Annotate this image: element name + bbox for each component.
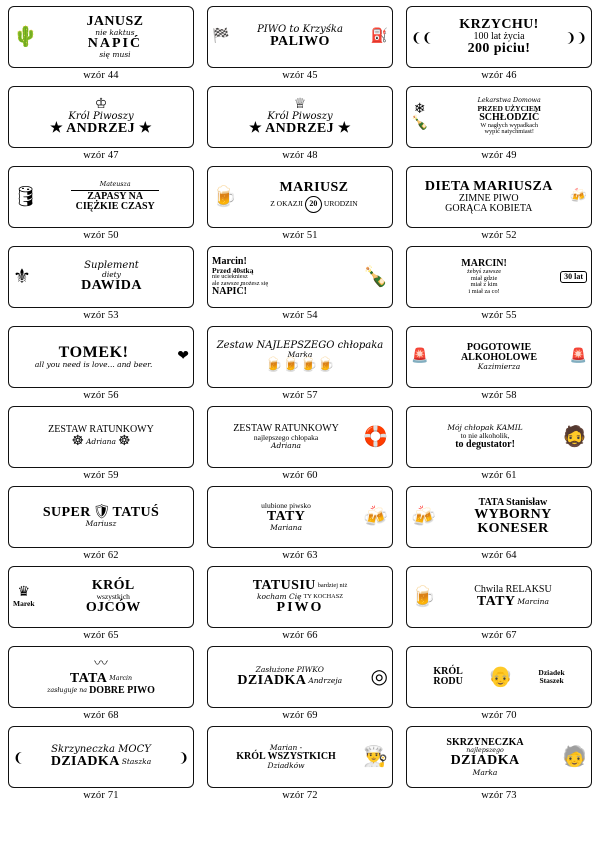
grandpa-portrait-icon: 👴	[488, 666, 514, 688]
label-row	[8, 566, 592, 644]
label-line: WYBORNY	[474, 506, 552, 522]
label-line: ulubione piwsko	[261, 501, 311, 511]
label-row	[8, 486, 592, 564]
clinking-mugs-icon: 🍻	[411, 506, 436, 528]
label-line: Król Piwoszy	[68, 110, 134, 122]
label-row	[8, 726, 592, 804]
label-frame-60[interactable]	[207, 406, 393, 468]
siren-lights-icon: 🚨	[569, 349, 587, 364]
label-cell[interactable]	[406, 6, 592, 84]
label-caption: wzór 63	[282, 550, 318, 561]
label-line: Z OKAZJI 20 URODZIN	[240, 196, 388, 213]
label-line: wszystkich	[96, 592, 130, 602]
label-line: KRÓL	[91, 577, 135, 593]
label-caption: wzór 62	[83, 550, 119, 561]
beer-mug-30-icon	[560, 271, 587, 283]
label-cell[interactable]	[207, 246, 393, 324]
label-line: Andrzeja	[308, 676, 343, 685]
label-caption: wzór 71	[83, 790, 119, 801]
label-line: KRZYCHU!	[459, 16, 539, 32]
label-line: ★ ANDRZEJ ★	[249, 120, 351, 136]
label-line: zasługuje na	[47, 686, 88, 694]
label-line: Skrzyneczka MOCY	[51, 743, 151, 755]
label-line: TATY	[266, 508, 306, 524]
label-frame-47[interactable]	[8, 86, 194, 148]
label-line: Marka	[472, 767, 498, 777]
label-line: PALIWO	[270, 33, 330, 49]
laurel-wreath-icon: ❩	[178, 749, 189, 765]
fuel-pump-icon: ⛽	[370, 29, 388, 44]
label-line: żebyś zawsze	[467, 268, 502, 276]
label-frame-67[interactable]	[406, 566, 592, 628]
label-cell[interactable]	[406, 486, 592, 564]
label-line: TATY	[476, 593, 516, 609]
label-cell[interactable]	[406, 86, 592, 164]
label-line: ZESTAW RATUNKOWY	[233, 423, 339, 435]
label-frame-71[interactable]	[8, 726, 194, 788]
label-frame-54[interactable]	[207, 246, 393, 308]
mustache-icon: 〰	[94, 656, 108, 672]
man-with-beer-icon: 🧔	[562, 426, 587, 448]
laurel-wreath-icon: ❨	[13, 749, 24, 765]
label-caption: wzór 49	[481, 150, 517, 161]
label-line: TOMEK!	[58, 344, 129, 362]
label-line: all you need is love... and beer.	[34, 360, 153, 370]
label-line: DZIADKA	[450, 753, 520, 769]
label-line: najlepszego chłopaka	[253, 433, 319, 443]
label-line: SUPER	[42, 505, 91, 521]
label-line: Adriana	[271, 441, 302, 451]
beer-bottle-glass-icon: 🍻	[569, 189, 587, 204]
label-line: miał gdzie	[470, 274, 498, 282]
label-row	[8, 6, 592, 84]
label-caption: wzór 68	[83, 710, 119, 721]
label-frame-69[interactable]	[207, 646, 393, 708]
label-caption: wzór 73	[481, 790, 517, 801]
label-line: nie uciekniesz	[212, 273, 248, 281]
age-badge: 20	[305, 196, 322, 213]
label-cell[interactable]	[207, 6, 393, 84]
label-caption: wzór 46	[481, 70, 517, 81]
label-frame-61[interactable]	[406, 406, 592, 468]
label-cell[interactable]	[406, 566, 592, 644]
label-line: to nie alkoholik,	[460, 430, 510, 440]
label-line: ★ ANDRZEJ ★	[50, 120, 152, 136]
clinking-bottles-icon: 🍾	[363, 266, 388, 288]
label-line: Chwila RELAKSU	[474, 583, 552, 595]
label-line: bardziej niż	[317, 581, 348, 589]
label-cell[interactable]	[8, 166, 194, 244]
label-line: kocham Cię	[256, 592, 302, 602]
label-frame-63[interactable]	[207, 486, 393, 548]
label-frame-44[interactable]	[8, 6, 194, 68]
label-caption: wzór 44	[83, 70, 119, 81]
ship-wheel-icon: ☸	[71, 434, 84, 450]
label-cell[interactable]	[8, 646, 194, 724]
label-line: Marek	[13, 599, 35, 609]
label-caption: wzór 53	[83, 310, 119, 321]
label-line: się musi	[99, 50, 131, 60]
label-caption: wzór 69	[282, 710, 318, 721]
beer-glasses-row-icon: 🍺🍺🍺🍺	[265, 357, 335, 373]
label-line: Marcin!	[212, 255, 247, 267]
label-frame-55[interactable]	[406, 246, 592, 308]
label-caption: wzór 54	[282, 310, 318, 321]
label-caption: wzór 59	[83, 470, 119, 481]
label-line: PRZED UŻYCIEM	[477, 103, 541, 113]
label-line: Kazimierza	[477, 362, 521, 372]
label-line: W nagłych wypadkach	[480, 121, 539, 129]
label-line: Dziadków	[267, 761, 305, 771]
label-line: miał z kim	[470, 281, 498, 289]
label-cell[interactable]	[207, 486, 393, 564]
label-line: Marcina	[517, 597, 549, 607]
label-frame-50[interactable]	[8, 166, 194, 228]
label-line: i miał za co!	[468, 287, 500, 295]
label-frame-73[interactable]	[406, 726, 592, 788]
label-cell[interactable]	[207, 86, 393, 164]
siren-lights-icon: 🚨	[411, 349, 429, 364]
cactus-icon: 🌵	[13, 26, 38, 48]
label-line: KRÓL	[433, 665, 463, 677]
checkered-flag-icon: 🏁	[212, 29, 230, 44]
label-line: CIĘŻKIE CZASY	[75, 201, 155, 213]
label-line: Zestaw NAJLEPSZEGO chłopaka	[216, 340, 384, 352]
label-cell[interactable]	[207, 326, 393, 404]
label-cell[interactable]	[207, 726, 393, 804]
label-cell[interactable]	[406, 326, 592, 404]
label-line: SCHŁODZIĆ	[479, 111, 540, 123]
label-frame-64[interactable]	[406, 486, 592, 548]
label-caption: wzór 51	[282, 230, 318, 241]
label-line: Mateusza	[99, 180, 131, 188]
two-mugs-icon: 🍺	[411, 586, 436, 608]
label-line: 200 piciu!	[467, 41, 531, 57]
label-caption: wzór 50	[83, 230, 119, 241]
label-frame-53[interactable]	[8, 246, 194, 308]
label-line: NAPIĆ!	[212, 286, 247, 298]
label-line: Staszek	[539, 676, 564, 685]
heart-bottle-icon: ❤	[177, 349, 189, 364]
label-caption: wzór 55	[481, 310, 517, 321]
label-line: Adriana	[86, 437, 116, 447]
label-line: Suplement	[84, 259, 139, 271]
label-line: nie kaktus	[95, 28, 135, 38]
label-cell[interactable]	[406, 246, 592, 324]
label-line: 100 lat życia	[473, 30, 525, 42]
label-frame-57[interactable]	[207, 326, 393, 388]
label-frame-45[interactable]	[207, 6, 393, 68]
label-cell[interactable]	[8, 86, 194, 164]
label-row	[8, 86, 592, 164]
age-badge: 30 lat	[560, 271, 587, 283]
label-line: RODU	[433, 676, 463, 687]
label-caption: wzór 67	[481, 630, 517, 641]
label-caption: wzór 56	[83, 390, 119, 401]
label-frame-59[interactable]	[8, 406, 194, 468]
label-line: najlepszego	[466, 746, 504, 754]
label-caption: wzór 70	[481, 710, 517, 721]
star-icon: ★	[249, 120, 263, 136]
label-frame-58[interactable]	[406, 326, 592, 388]
label-line: DZIADKA	[50, 753, 120, 769]
label-line: Staszka	[121, 757, 152, 767]
bearded-man-mug-icon: 🍻	[363, 506, 388, 528]
beer-barrel-icon: 🛢	[13, 186, 39, 208]
label-line: KONESER	[477, 521, 549, 537]
label-frame-72[interactable]	[207, 726, 393, 788]
label-line: Przed 40stką	[212, 265, 254, 275]
hanging-sign-mug-icon: 🍺	[212, 186, 237, 208]
label-cell[interactable]	[8, 406, 194, 484]
label-cell[interactable]	[8, 486, 194, 564]
label-line: Mariusz	[85, 519, 117, 529]
label-line: PIWO to Krzyśka	[257, 23, 343, 35]
ship-wheel-icon: ☸	[117, 434, 131, 450]
label-line: Marka	[287, 350, 313, 360]
label-line: Zasłużone PIWKO	[255, 665, 324, 675]
label-line: PIWO	[276, 599, 324, 615]
label-line: TATA Stanisław	[478, 496, 548, 508]
label-line: ZIMNE PIWO	[458, 192, 519, 204]
label-line: Mój chłopak KAMIL	[447, 423, 523, 433]
label-cell[interactable]	[406, 726, 592, 804]
label-cell[interactable]	[207, 646, 393, 724]
label-caption: wzór 45	[282, 70, 318, 81]
label-line: ZESTAW RATUNKOWY	[48, 423, 154, 435]
label-row	[8, 406, 592, 484]
crown-icon: ♔	[94, 96, 108, 112]
label-line: ALKOHOLOWE	[460, 352, 538, 364]
crown-icon: ♛	[17, 585, 31, 601]
label-frame-68[interactable]	[8, 646, 194, 708]
label-frame-66[interactable]	[207, 566, 393, 628]
label-frame-65[interactable]	[8, 566, 194, 628]
label-caption: wzór 57	[282, 390, 318, 401]
label-caption: wzór 65	[83, 630, 119, 641]
label-frame-49[interactable]	[406, 86, 592, 148]
chef-man-icon: 👨‍🍳	[363, 746, 388, 768]
label-frame-48[interactable]	[207, 86, 393, 148]
label-line: MARCIN!	[461, 258, 507, 270]
label-cell[interactable]	[207, 166, 393, 244]
label-line: DIETA MARIUSZA	[424, 178, 553, 194]
label-line: JANUSZ	[86, 14, 144, 30]
label-caption: wzór 48	[282, 150, 318, 161]
beer-can-badge-icon: ◎	[370, 666, 388, 688]
label-cell[interactable]	[406, 406, 592, 484]
label-line: KRÓL WSZYSTKICH	[236, 750, 336, 762]
label-caption: wzór 64	[481, 550, 517, 561]
label-line: OJCÓW	[85, 599, 141, 615]
star-icon: ★	[337, 120, 351, 136]
label-line: Marcin	[109, 674, 133, 682]
label-frame-52[interactable]	[406, 166, 592, 228]
label-caption: wzór 60	[282, 470, 318, 481]
label-frame-62[interactable]	[8, 486, 194, 548]
label-cell[interactable]	[207, 406, 393, 484]
label-frame-46[interactable]	[406, 6, 592, 68]
label-line: MARIUSZ	[279, 180, 349, 196]
label-cell[interactable]	[8, 6, 194, 84]
label-line: DAWIDA	[81, 277, 142, 293]
label-cell[interactable]	[406, 646, 592, 724]
label-caption: wzór 61	[481, 470, 517, 481]
superman-shield-icon: 🛡	[92, 505, 111, 521]
old-man-barrel-icon: 🧓	[562, 746, 587, 768]
label-line: TATUŚ	[112, 505, 160, 521]
label-caption: wzór 52	[481, 230, 517, 241]
label-line: DZIADKA	[237, 672, 307, 688]
label-line: ale zawsze możesz się	[212, 279, 269, 287]
vintage-beer-emblem-icon: ⚜	[13, 266, 31, 288]
label-line: POGOTOWIE	[466, 341, 532, 353]
label-line: SKRZYNECZKA	[446, 736, 524, 748]
label-row	[8, 246, 592, 324]
label-cell[interactable]	[8, 326, 194, 404]
label-line: to degustator!	[455, 438, 515, 450]
label-cell[interactable]	[8, 566, 194, 644]
label-cell[interactable]	[8, 246, 194, 324]
label-frame-70[interactable]	[406, 646, 592, 708]
snowflake-bottles-icon: ❄ 🍾	[411, 102, 429, 131]
label-caption: wzór 47	[83, 150, 119, 161]
label-frame-51[interactable]	[207, 166, 393, 228]
label-frame-56[interactable]	[8, 326, 194, 388]
laurel-wreath-icon: ❩❩	[565, 29, 587, 45]
label-caption: wzór 66	[282, 630, 318, 641]
label-line: wypić natychmiast!	[484, 128, 534, 136]
label-cell[interactable]	[207, 566, 393, 644]
label-line: ZAPASY NA	[87, 191, 144, 203]
label-cell[interactable]	[8, 726, 194, 804]
label-cell[interactable]	[406, 166, 592, 244]
label-line: Lekarstwa Domowa	[477, 97, 541, 105]
label-row	[8, 326, 592, 404]
label-line: Mariana	[270, 523, 302, 533]
label-line: NAPIĆ	[87, 36, 143, 51]
label-line: diety	[102, 270, 121, 280]
life-ring-icon: 🛟	[363, 426, 388, 448]
star-icon: ★	[138, 120, 152, 136]
label-row	[8, 646, 592, 724]
label-caption: wzór 72	[282, 790, 318, 801]
label-line: Król Piwoszy	[267, 110, 333, 122]
star-icon: ★	[50, 120, 64, 136]
crown-icon: ♕	[293, 96, 307, 112]
label-row	[8, 166, 592, 244]
label-line: TATA	[69, 670, 108, 686]
label-line: TY KOCHASZ	[303, 592, 344, 600]
label-line: TATUSIU	[252, 577, 316, 593]
label-line: DOBRE PIWO	[89, 685, 155, 697]
label-line: Dziadek	[538, 668, 565, 678]
label-caption: wzór 58	[481, 390, 517, 401]
label-line: Marian -	[269, 743, 303, 753]
laurel-wreath-icon: ❨❨	[411, 29, 433, 45]
label-line: GORĄCA KOBIETA	[445, 203, 533, 215]
